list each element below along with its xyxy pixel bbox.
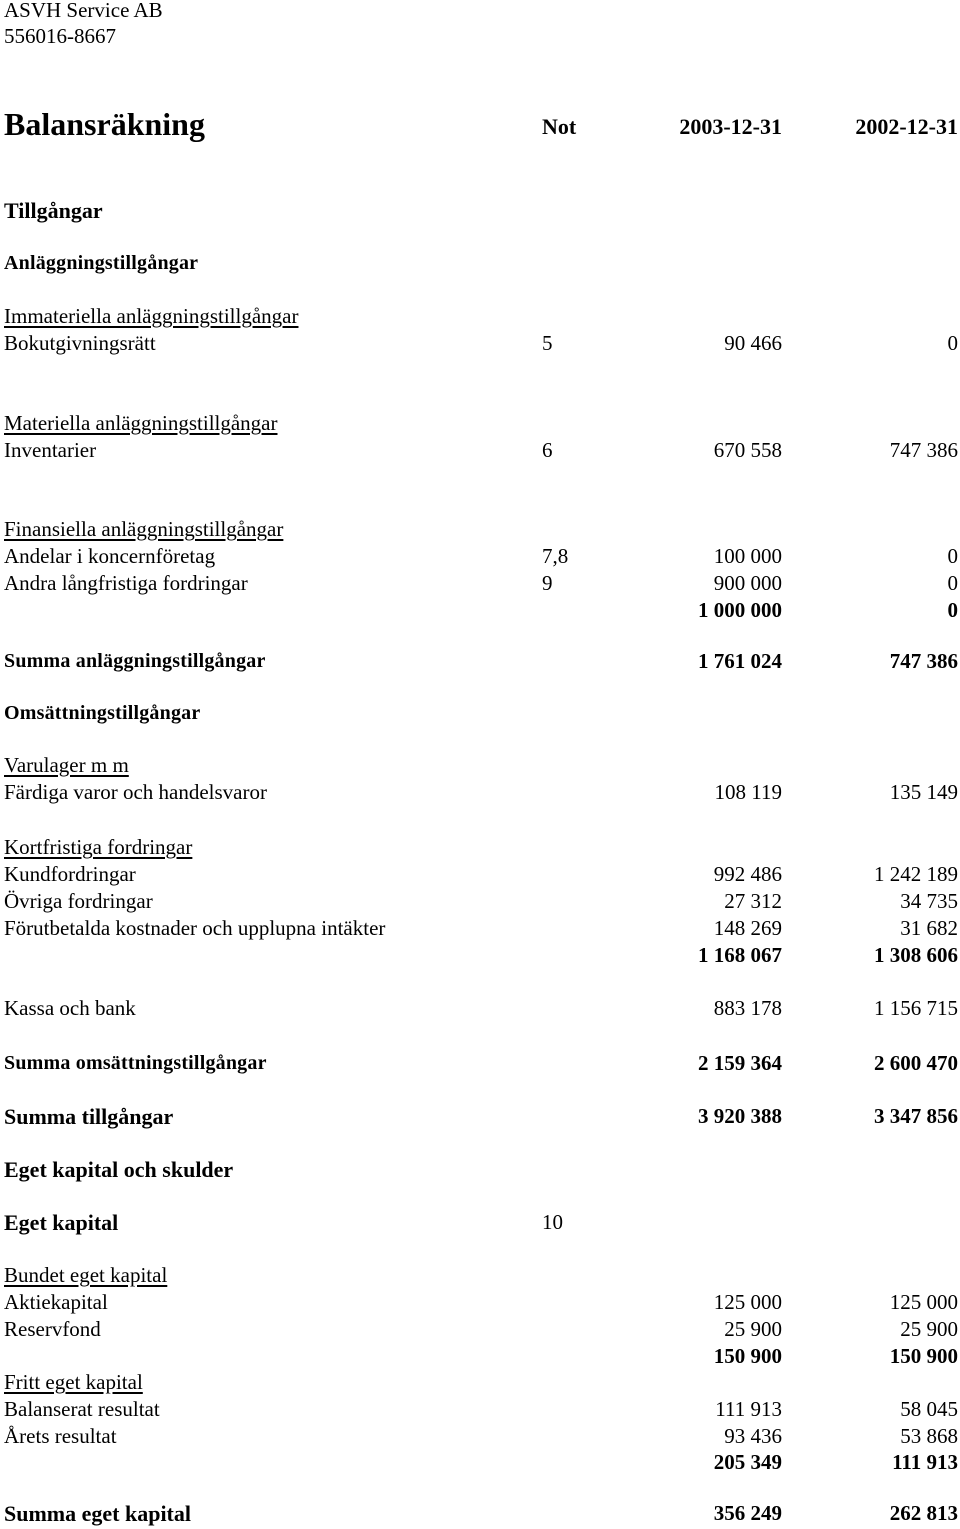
- row-label: Andra långfristiga fordringar: [4, 571, 248, 595]
- org-number: 556016-8667: [4, 24, 116, 48]
- row-label: Inventarier: [4, 438, 97, 462]
- row-value-2002: 135 149: [889, 780, 958, 804]
- page-title: Balansräkning: [4, 106, 205, 142]
- row-label: Eget kapital och skulder: [4, 1157, 234, 1182]
- table-row: [0, 306, 960, 332]
- table-row: [0, 1399, 960, 1425]
- row-value-2002: 3 347 856: [874, 1104, 958, 1128]
- table-row: [0, 1452, 960, 1478]
- table-row: [0, 651, 960, 677]
- company-name: ASVH Service AB: [4, 0, 163, 22]
- table-row: [0, 1265, 960, 1291]
- row-value-2003: 992 486: [713, 862, 782, 886]
- table-row: [0, 253, 960, 279]
- row-note: 5: [542, 331, 553, 355]
- table-row: [0, 440, 960, 466]
- row-label: Färdiga varor och handelsvaror: [4, 780, 267, 804]
- row-value-2003: 27 312: [724, 889, 782, 913]
- row-label: Varulager m m: [4, 753, 129, 777]
- row-value-2002: 58 045: [900, 1397, 958, 1421]
- row-note: 9: [542, 571, 553, 595]
- table-row: [0, 1106, 960, 1132]
- row-label: Andelar i koncernföretag: [4, 544, 216, 568]
- table-row: [0, 755, 960, 781]
- row-label: Bokutgivningsrätt: [4, 331, 156, 355]
- row-value-2002: 111 913: [892, 1450, 958, 1474]
- row-label: Summa eget kapital: [4, 1501, 191, 1526]
- row-value-2003: 2 159 364: [698, 1051, 782, 1075]
- row-value-2002: 31 682: [900, 916, 958, 940]
- row-value-2002: 1 242 189: [874, 862, 958, 886]
- row-value-2002: 150 900: [889, 1344, 958, 1368]
- row-value-2003: 93 436: [724, 1424, 782, 1448]
- table-row: [0, 333, 960, 359]
- row-value-2003: 111 913: [715, 1397, 782, 1421]
- table-row: [0, 891, 960, 917]
- table-row: [0, 1159, 960, 1185]
- row-label: Reservfond: [4, 1317, 101, 1341]
- row-value-2003: 90 466: [724, 331, 782, 355]
- row-value-2002: 2 600 470: [874, 1051, 958, 1075]
- table-row: [0, 1319, 960, 1345]
- row-value-2002: 34 735: [900, 889, 958, 913]
- row-label: Materiella anläggningstillgångar: [4, 411, 278, 435]
- row-label: Årets resultat: [4, 1424, 117, 1448]
- year1-column-header: 2003-12-31: [679, 114, 782, 139]
- table-row: [0, 1503, 960, 1529]
- row-value-2002: 747 386: [889, 438, 958, 462]
- row-note: 10: [542, 1210, 563, 1234]
- row-value-2003: 25 900: [724, 1317, 782, 1341]
- table-row: [0, 1426, 960, 1452]
- row-label: Finansiella anläggningstillgångar: [4, 517, 284, 541]
- table-row: [0, 519, 960, 545]
- row-note: 6: [542, 438, 553, 462]
- table-row: [0, 546, 960, 572]
- row-value-2003: 150 900: [713, 1344, 782, 1368]
- row-value-2002: 1 156 715: [874, 996, 958, 1020]
- row-value-2003: 3 920 388: [698, 1104, 782, 1128]
- year2-column-header: 2002-12-31: [855, 114, 958, 139]
- row-value-2003: 883 178: [713, 996, 782, 1020]
- row-label: Summa anläggningstillgångar: [4, 650, 266, 672]
- row-value-2003: 108 119: [714, 780, 782, 804]
- row-value-2003: 125 000: [713, 1290, 782, 1314]
- row-label: Kassa och bank: [4, 996, 136, 1020]
- table-row: [0, 918, 960, 944]
- row-label: Kundfordringar: [4, 862, 136, 886]
- table-row: [0, 200, 960, 226]
- row-label: Anläggningstillgångar: [4, 252, 199, 274]
- row-label: Förutbetalda kostnader och upplupna intäkter: [4, 916, 386, 940]
- row-label: Bundet eget kapital: [4, 1263, 168, 1287]
- row-value-2002: 0: [947, 331, 958, 355]
- row-label: Eget kapital: [4, 1210, 119, 1235]
- row-value-2003: 1 761 024: [698, 649, 782, 673]
- table-row: [0, 600, 960, 626]
- balance-sheet-header: [0, 108, 960, 144]
- row-value-2003: 900 000: [713, 571, 782, 595]
- table-row: [0, 413, 960, 439]
- table-row: [0, 837, 960, 863]
- row-value-2003: 356 249: [713, 1501, 782, 1525]
- table-row: [0, 703, 960, 729]
- row-label: Övriga fordringar: [4, 889, 153, 913]
- row-label: Kortfristiga fordringar: [4, 835, 193, 859]
- row-label: Aktiekapital: [4, 1290, 108, 1314]
- row-value-2002: 0: [947, 571, 958, 595]
- table-row: [0, 1372, 960, 1398]
- row-value-2003: 100 000: [713, 544, 782, 568]
- table-row: [0, 864, 960, 890]
- row-label: Summa omsättningstillgångar: [4, 1052, 267, 1074]
- table-row: [0, 998, 960, 1024]
- row-value-2002: 747 386: [889, 649, 958, 673]
- table-row: [0, 1292, 960, 1318]
- row-label: Fritt eget kapital: [4, 1370, 143, 1394]
- table-row: [0, 1053, 960, 1079]
- row-value-2003: 148 269: [713, 916, 782, 940]
- row-value-2002: 262 813: [889, 1501, 958, 1525]
- row-value-2002: 53 868: [900, 1424, 958, 1448]
- row-value-2002: 0: [947, 598, 958, 622]
- row-label: Omsättningstillgångar: [4, 702, 201, 724]
- table-row: [0, 573, 960, 599]
- row-value-2002: 1 308 606: [874, 943, 958, 967]
- row-value-2002: 25 900: [900, 1317, 958, 1341]
- row-label: Summa tillgångar: [4, 1104, 174, 1129]
- table-row: [0, 1212, 960, 1238]
- row-value-2003: 670 558: [713, 438, 782, 462]
- row-note: 7,8: [542, 544, 569, 568]
- row-value-2003: 1 000 000: [698, 598, 782, 622]
- row-label: Balanserat resultat: [4, 1397, 160, 1421]
- table-row: [0, 1346, 960, 1372]
- row-value-2002: 125 000: [889, 1290, 958, 1314]
- note-column-header: Not: [542, 114, 577, 139]
- row-label: Tillgångar: [4, 198, 103, 223]
- table-row: [0, 782, 960, 808]
- row-value-2002: 0: [947, 544, 958, 568]
- row-label: Immateriella anläggningstillgångar: [4, 304, 299, 328]
- row-value-2003: 205 349: [713, 1450, 782, 1474]
- row-value-2003: 1 168 067: [698, 943, 782, 967]
- table-row: [0, 945, 960, 971]
